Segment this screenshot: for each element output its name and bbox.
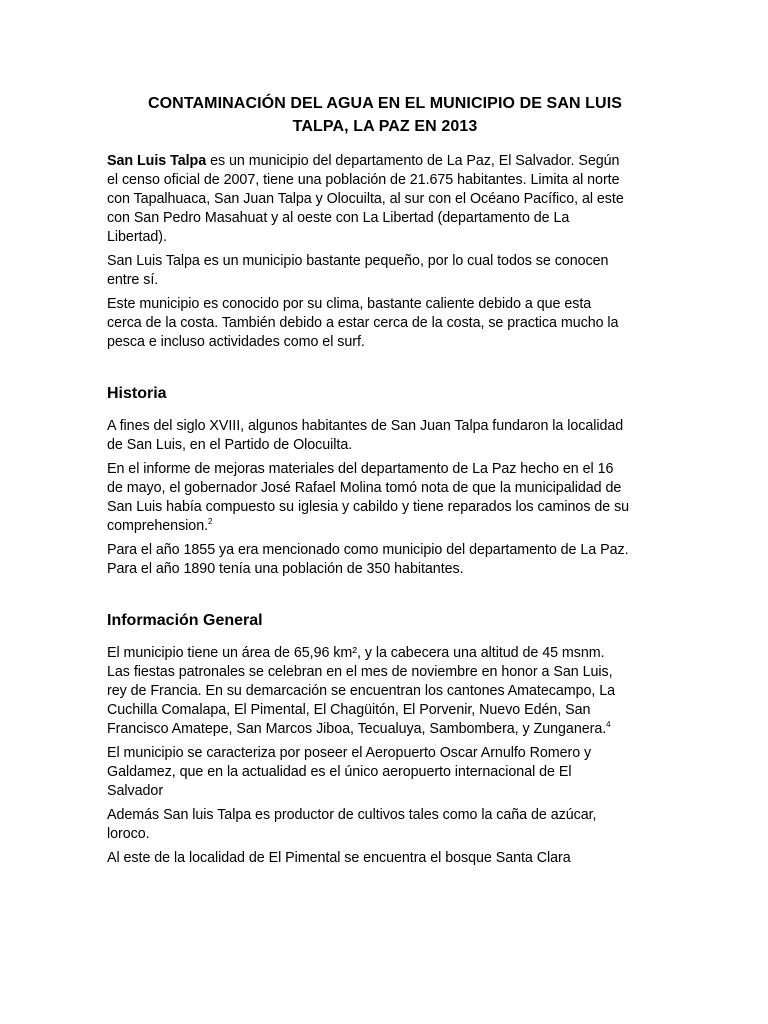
paragraph-line: loroco. [107,826,150,842]
paragraph-line [107,152,663,171]
paragraph-line: de mayo, el gobernador José Rafael Molina tomó nota de que la municipalidad de [107,480,622,496]
historia-paragraph [107,417,663,455]
paragraph-line: El municipio se caracteriza por poseer el Aeropuerto Oscar Arnulfo Romero y [107,745,592,761]
paragraph-line: rey de Francia. En su demarcación se encuentran los cantones Amatecampo, La [107,683,616,699]
paragraph-line: entre sí. [107,272,159,288]
paragraph-line: Salvador [107,783,164,799]
document-title [107,92,663,138]
paragraph-line: de San Luis, en el Partido de Olocuilta. [107,437,353,453]
informacion-paragraph [107,806,663,844]
paragraph-line: En el informe de mejoras materiales del departamento de La Paz hecho en el 16 [107,461,614,477]
municipality-name: San Luis Talpa [107,153,207,169]
paragraph-line: A fines del siglo XVIII, algunos habitantes de San Juan Talpa fundaron la localidad [107,418,624,434]
historia-paragraph [107,460,663,536]
section-heading-historia: Historia [107,385,167,402]
paragraph-line: Este municipio es conocido por su clima, bastante caliente debido a que esta [107,296,592,312]
paragraph-line: Cuchilla Comalapa, El Pimental, El Chagüitón, El Porvenir, Nuevo Edén, San [107,702,591,718]
paragraph-line: Para el año 1855 ya era mencionado como municipio del departamento de La Paz. [107,542,629,558]
paragraph-line: Las fiestas patronales se celebran en el mes de noviembre en honor a San Luis, [107,664,613,680]
intro-paragraph [107,152,663,247]
footnote-marker: 4 [606,720,611,730]
intro-paragraph [107,252,663,290]
intro-paragraph [107,295,663,352]
paragraph-line: Libertad). [107,229,167,245]
informacion-paragraph [107,744,663,801]
historia-paragraph [107,541,663,579]
informacion-paragraph [107,644,663,739]
paragraph-line: Además San luis Talpa es productor de cultivos tales como la caña de azúcar, [107,807,597,823]
document-page [107,92,663,868]
paragraph-line [107,720,663,739]
paragraph-line: San Luis había compuesto su iglesia y cabildo y tiene reparados los caminos de su [107,499,630,515]
paragraph-line: Galdamez, que en la actualidad es el único aeropuerto internacional de El [107,764,572,780]
paragraph-line: El municipio tiene un área de 65,96 km², y la cabecera una altitud de 45 msnm. [107,645,605,661]
paragraph-line: el censo oficial de 2007, tiene una población de 21.675 habitantes. Limita al norte [107,172,620,188]
paragraph-line: Al este de la localidad de El Pimental se encuentra el bosque Santa Clara [107,850,571,866]
paragraph-line: cerca de la costa. También debido a estar cerca de la costa, se practica mucho la [107,315,619,331]
paragraph-line: San Luis Talpa es un municipio bastante pequeño, por lo cual todos se conocen [107,253,609,269]
paragraph-line: pesca e incluso actividades como el surf. [107,334,365,350]
informacion-paragraph [107,849,663,868]
line-text: Francisco Amatepe, San Marcos Jiboa, Tecualuya, Sambombera, y Zunganera. [107,721,607,737]
paragraph-line: con San Pedro Masahuat y al oeste con La Libertad (departamento de La [107,210,570,226]
line-text: es un municipio del departamento de La Paz, El Salvador. Según [206,153,620,169]
paragraph-line [107,517,663,536]
footnote-marker: 2 [208,517,213,527]
title-line: CONTAMINACIÓN DEL AGUA EN EL MUNICIPIO DE SAN LUIS [147,95,623,112]
section-heading-informacion-general: Información General [107,612,263,629]
paragraph-line: Para el año 1890 tenía una población de 350 habitantes. [107,561,464,577]
title-line: TALPA, LA PAZ EN 2013 [292,118,478,135]
paragraph-line: con Tapalhuaca, San Juan Talpa y Olocuilta, al sur con el Océano Pacífico, al este [107,191,624,207]
line-text: comprehension. [107,518,209,534]
